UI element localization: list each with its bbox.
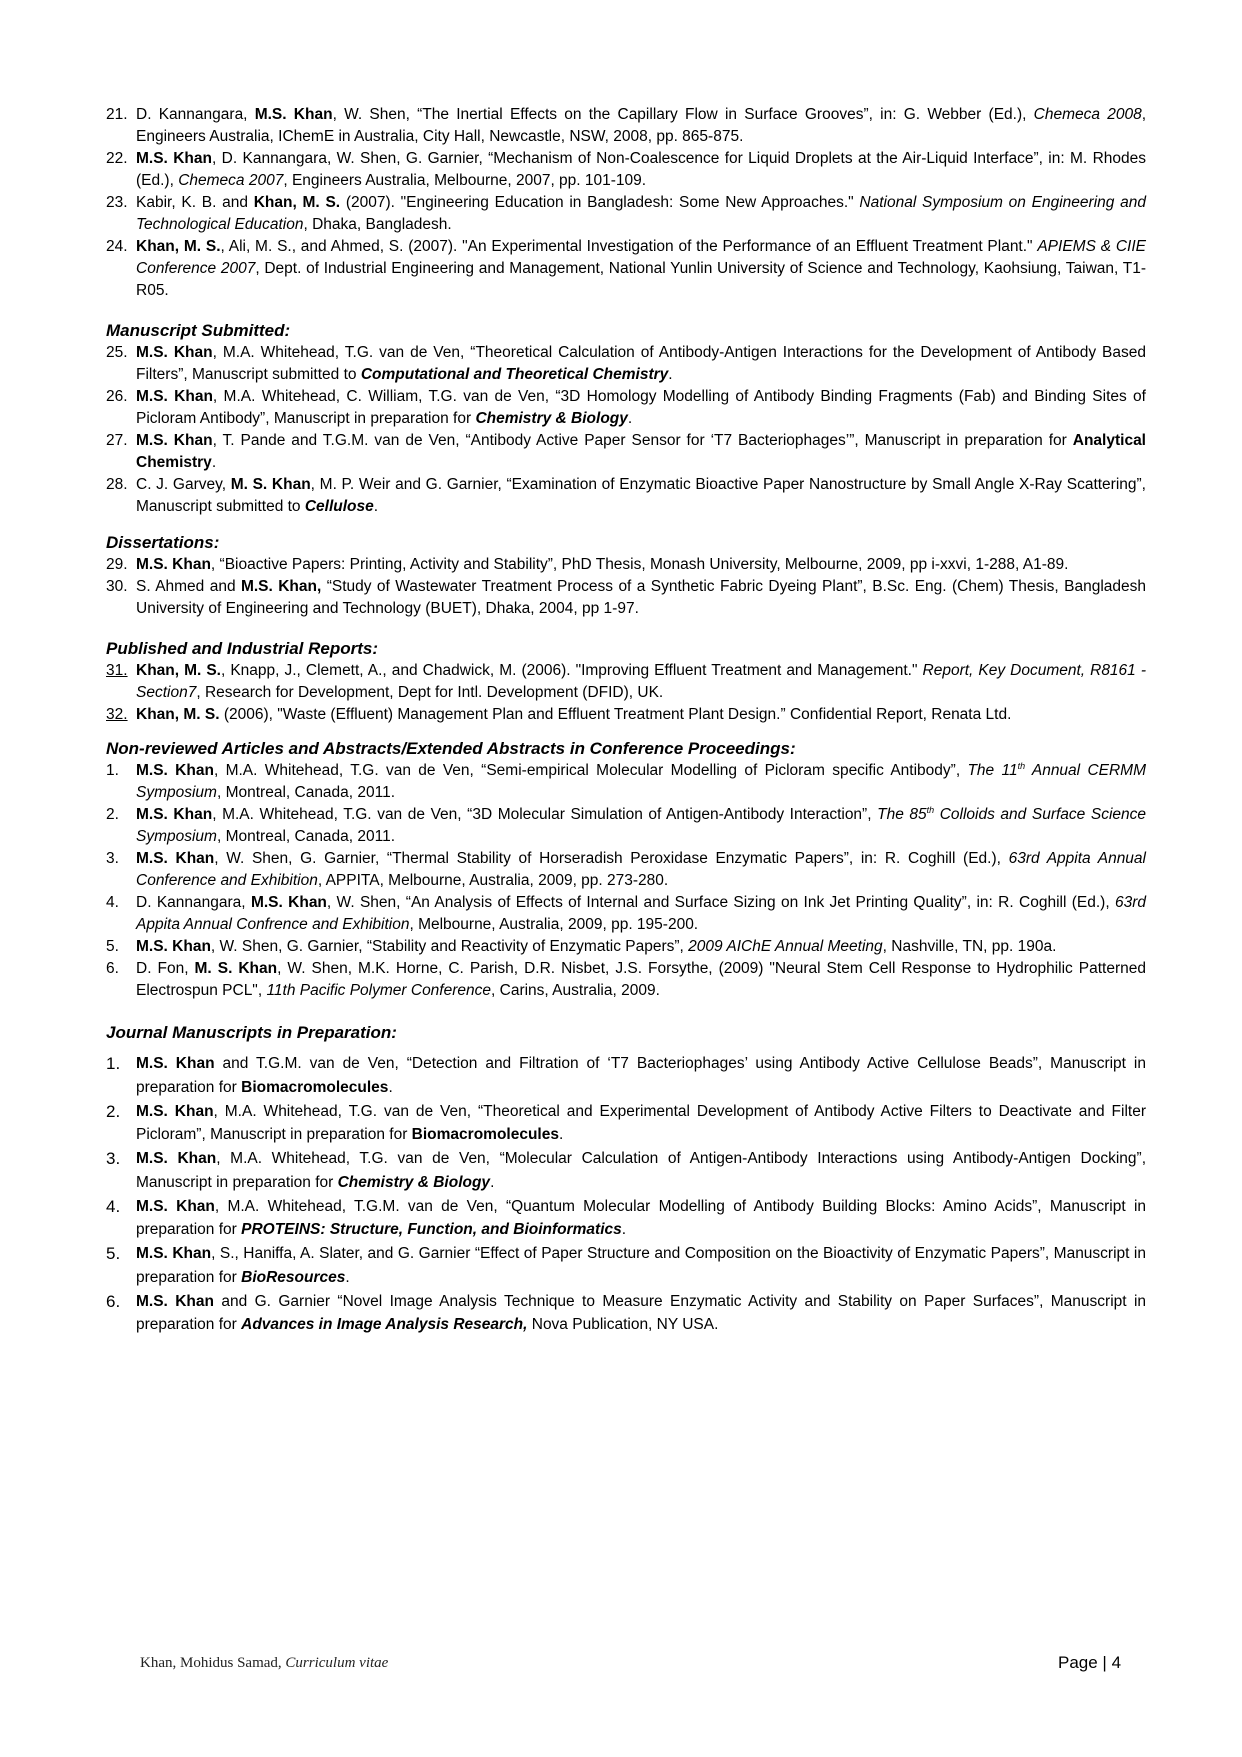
list-item: 21. D. Kannangara, M.S. Khan, W. Shen, “The Inertial Effects on the Capillary Flow in Surface Grooves”, in: G. Webber (Ed.), Chemeca 2008, Engineers Australia, IChemE in Australia, City Hall, Newcastle, NSW, 2008, pp. 865-875. [106,106,1147,145]
journal-prep-list [106,1052,1146,1337]
page-number: Page | 4 [1058,1653,1122,1672]
list-item: 5. M.S. Khan, W. Shen, G. Garnier, “Stability and Reactivity of Enzymatic Papers”, 2009 AIChE Annual Meeting, Nashville, TN, pp. 190a. [106,938,1057,955]
section-heading-journal-prep: Journal Manuscripts in Preparation: [106,1023,397,1042]
list-item: 32. Khan, M. S. (2006), "Waste (Effluent) Management Plan and Effluent Treatment Plant Design.” Confidential Report, Renata Ltd. [106,706,1012,723]
dissertations-list [106,554,1146,620]
cv-page-content [106,104,1146,1337]
list-item: 2. M.S. Khan, M.A. Whitehead, T.G. van de Ven, “Theoretical and Experimental Development of Antibody Active Filters to Deactivate and Filter Picloram”, Manuscript in preparation for Biomacromolecules. [106,1101,1146,1143]
conference-list [106,104,1146,302]
non-reviewed-list [106,760,1146,1002]
section-heading-non-reviewed: Non-reviewed Articles and Abstracts/Extended Abstracts in Conference Proceedings: [106,739,796,758]
submitted-list [106,342,1146,518]
list-item: 22. M.S. Khan, D. Kannangara, W. Shen, G. Garnier, “Mechanism of Non-Coalescence for Liquid Droplets at the Air-Liquid Interface”, in: M. Rhodes (Ed.), Chemeca 2007, Engineers Australia, Melbourne, 2007, pp. 101-109. [106,150,1146,189]
list-item: 25. M.S. Khan, M.A. Whitehead, T.G. van de Ven, “Theoretical Calculation of Antibody-Antigen Interactions for the Development of Antibody Based Filters”, Manuscript submitted to Computational and Theoretical Chemistry. [106,344,1146,383]
list-item: 29. M.S. Khan, “Bioactive Papers: Printing, Activity and Stability”, PhD Thesis, Monash University, Melbourne, 2009, pp i-xxvi, 1-288, A1-89. [106,556,1069,573]
list-item: 4. D. Kannangara, M.S. Khan, W. Shen, “An Analysis of Effects of Internal and Surface Sizing on Ink Jet Printing Quality”, in: R. Coghill (Ed.), 63rd Appita Annual Confrence and Exhibition, Melbourne, Australia, 2009, pp. 195-200. [106,894,1147,933]
list-item: 5. M.S. Khan, S., Haniffa, A. Slater, and G. Garnier “Effect of Paper Structure and Composition on the Bioactivity of Enzymatic Papers”, Manuscript in preparation for BioResources. [106,1244,1146,1286]
footer-author: Khan, Mohidus Samad, Curriculum vitae [140,1655,389,1671]
list-item: 24. Khan, M. S., Ali, M. S., and Ahmed, S. (2007). "An Experimental Investigation of the Performance of an Effluent Treatment Plant." APIEMS & CIIE Conference 2007, Dept. of Industrial Engineering and Management, National Yunlin University of Science and Technology, Kaohsiung, Taiwan, T1-R05. [106,238,1146,299]
list-item: 3. M.S. Khan, M.A. Whitehead, T.G. van de Ven, “Molecular Calculation of Antigen-Antibody Interactions using Antibody-Antigen Docking”, Manuscript in preparation for Chemistry & Biology. [106,1149,1146,1191]
list-item: 1. M.S. Khan and T.G.M. van de Ven, “Detection and Filtration of ‘T7 Bacteriophages’ using Antibody Active Cellulose Beads”, Manuscript in preparation for Biomacromolecules. [106,1054,1146,1096]
section-heading-dissertations: Dissertations: [106,533,220,552]
list-item: 27. M.S. Khan, T. Pande and T.G.M. van de Ven, “Antibody Active Paper Sensor for ‘T7 Bacteriophages’”, Manuscript in preparation for Analytical Chemistry. [106,432,1146,471]
list-item: 6. D. Fon, M. S. Khan, W. Shen, M.K. Horne, C. Parish, D.R. Nisbet, J.S. Forsythe, (2009) "Neural Stem Cell Response to Hydrophilic Patterned Electrospun PCL", 11th Pacific Polymer Conference, Carins, Australia, 2009. [106,960,1147,999]
list-item: 1. M.S. Khan, M.A. Whitehead, T.G. van de Ven, “Semi-empirical Molecular Modelling of Picloram specific Antibody”, The 11th Annual CERMM Symposium, Montreal, Canada, 2011. [106,760,1146,801]
list-item: 23. Kabir, K. B. and Khan, M. S. (2007). "Engineering Education in Bangladesh: Some New Approaches." National Symposium on Engineering and Technological Education, Dhaka, Bangladesh. [106,194,1146,233]
reports-list [106,660,1146,726]
section-heading-published-reports: Published and Industrial Reports: [106,639,379,658]
section-heading-manuscript-submitted: Manuscript Submitted: [106,321,291,340]
list-item: 4. M.S. Khan, M.A. Whitehead, T.G.M. van de Ven, “Quantum Molecular Modelling of Antibody Building Blocks: Amino Acids”, Manuscript in preparation for PROTEINS: Structure, Function, and Bioinformatics. [106,1196,1147,1238]
list-item: 26. M.S. Khan, M.A. Whitehead, C. William, T.G. van de Ven, “3D Homology Modelling of Antibody Binding Fragments (Fab) and Binding Sites of Picloram Antibody”, Manuscript in preparation for Chemistry & Biology. [106,388,1146,427]
list-item: 30. S. Ahmed and M.S. Khan, “Study of Wastewater Treatment Process of a Synthetic Fabric Dyeing Plant”, B.Sc. Eng. (Chem) Thesis, Bangladesh University of Engineering and Technology (BUET), Dhaka, 2004, pp 1-97. [106,578,1146,617]
list-item: 3. M.S. Khan, W. Shen, G. Garnier, “Thermal Stability of Horseradish Peroxidase Enzymatic Papers”, in: R. Coghill (Ed.), 63rd Appita Annual Conference and Exhibition, APPITA, Melbourne, Australia, 2009, pp. 273-280. [106,850,1146,889]
list-item: 6. M.S. Khan and G. Garnier “Novel Image Analysis Technique to Measure Enzymatic Activity and Stability on Paper Surfaces”, Manuscript in preparation for Advances in Image Analysis Research, Nova Publication, NY USA. [106,1291,1147,1333]
list-item: 2. M.S. Khan, M.A. Whitehead, T.G. van de Ven, “3D Molecular Simulation of Antigen-Antibody Interaction”, The 85th Colloids and Surface Science Symposium, Montreal, Canada, 2011. [106,804,1146,845]
list-item: 28. C. J. Garvey, M. S. Khan, M. P. Weir and G. Garnier, “Examination of Enzymatic Bioactive Paper Nanostructure by Small Angle X-Ray Scattering”, Manuscript submitted to Cellulose. [106,476,1146,515]
list-item: 31. Khan, M. S., Knapp, J., Clemett, A., and Chadwick, M. (2006). "Improving Effluent Treatment and Management." Report, Key Document, R8161 - Section7, Research for Development, Dept for Intl. Development (DFID), UK. [106,662,1146,701]
